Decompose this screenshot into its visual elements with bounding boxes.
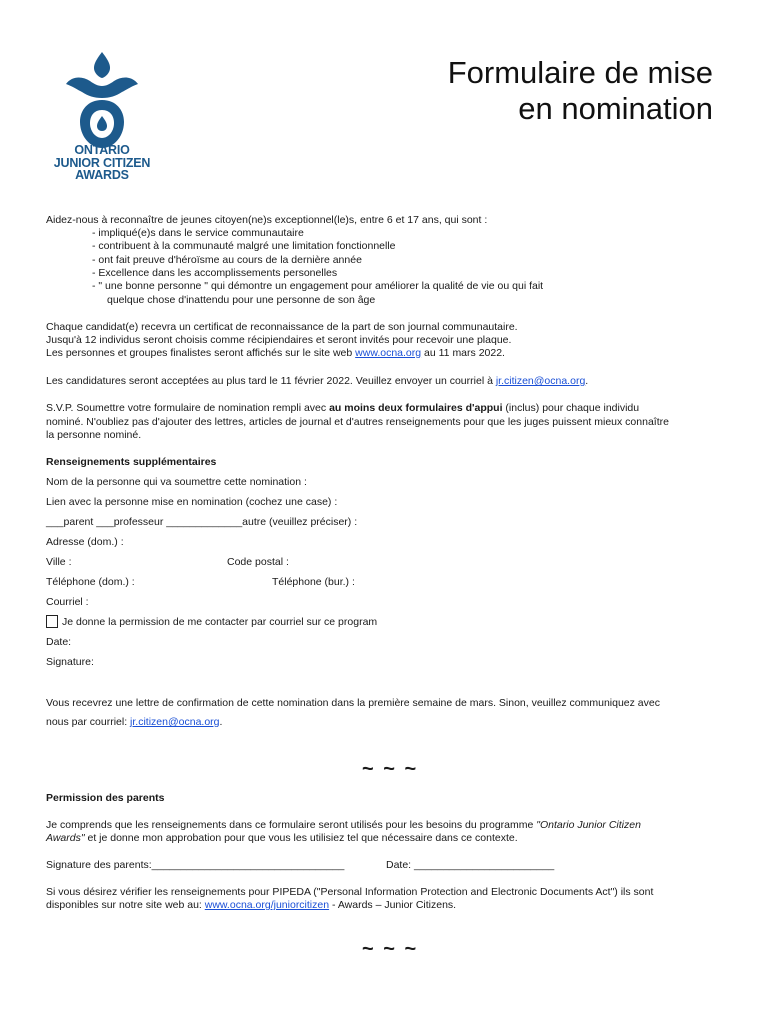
junior-citizen-website-link[interactable]: www.ocna.org/juniorcitizen bbox=[204, 899, 330, 911]
criteria-item-4: - Excellence dans les accomplissements personelles bbox=[92, 267, 338, 279]
confirmation-line-1: Vous recevrez une lettre de confirmation de cette nomination dans la première semaine de mars. Sinon, veuillez communiquez avec bbox=[46, 697, 660, 709]
svp-line-3: la personne nominé. bbox=[46, 429, 142, 441]
ocna-website-link[interactable]: www.ocna.org bbox=[355, 347, 422, 359]
confirmation-text: nous par courriel: bbox=[46, 716, 131, 728]
deadline-text: Les candidatures seront acceptées au plus tard le 11 février 2022. Veuillez envoyer un courriel à bbox=[46, 375, 496, 387]
intro-lead: Aidez-nous à reconnaître de jeunes citoyen(ne)s exceptionnel(le)s, entre 6 et 17 ans, qui sont : bbox=[46, 214, 488, 226]
date-field[interactable]: Date: bbox=[46, 636, 72, 648]
parents-text-post: et je donne mon approbation pour que vous les utilisiez tel que nécessaire dans ce contexte. bbox=[84, 832, 518, 844]
pipeda-text-post: - Awards – Junior Citizens. bbox=[329, 899, 457, 911]
logo-line-junior-citizen: JUNIOR CITIZEN bbox=[53, 155, 151, 170]
ojca-logo bbox=[46, 48, 158, 188]
parent-signature-field[interactable]: Signature des parents:_________________________________ bbox=[46, 859, 345, 871]
criteria-item-5: - " une bonne personne " qui démontre un engagement pour améliorer la qualité de vie ou qui fait bbox=[92, 280, 544, 292]
confirmation-period: . bbox=[219, 716, 223, 728]
relationship-label: Lien avec la personne mise en nomination (cochez une case) : bbox=[46, 496, 338, 508]
info-line-3-date: au 11 mars 2022. bbox=[421, 347, 505, 359]
svp-text-pre: S.V.P. Soumettre votre formulaire de nomination rempli avec bbox=[46, 402, 330, 414]
deadline-line bbox=[46, 375, 588, 389]
parents-text-pre: Je comprends que les renseignements dans ce formulaire seront utilisés pour les besoins du programme bbox=[46, 819, 537, 831]
info-line-2: Jusqu'à 12 individus seront choisis comme récipiendaires et seront invités pour recevoir une plaque. bbox=[46, 334, 512, 346]
svp-line-2: nominé. N'oubliez pas d'ajouter des lettres, articles de journal et d'autres renseignements pour que les juges puissent mieux connaître bbox=[46, 416, 669, 428]
email-field[interactable]: Courriel : bbox=[46, 596, 89, 608]
deadline-period: . bbox=[585, 375, 589, 387]
criteria-item-5-cont: quelque chose d'inattendu pour une personne de son âge bbox=[107, 294, 376, 306]
info-line-3 bbox=[46, 347, 505, 361]
svp-line-1 bbox=[46, 402, 639, 416]
permission-label: Je donne la permission de me contacter par courriel sur ce program bbox=[62, 616, 378, 628]
svp-text-bold: au moins deux formulaires d'appui bbox=[329, 402, 503, 414]
program-name-part-1: "Ontario Junior Citizen bbox=[536, 819, 641, 831]
page-title-line2: en nomination bbox=[518, 91, 713, 126]
criteria-item-1: - impliqué(e)s dans le service communautaire bbox=[92, 227, 304, 239]
ojca-logo-figure-icon bbox=[46, 48, 158, 156]
permission-checkbox[interactable] bbox=[46, 615, 58, 628]
phone-work-field[interactable]: Téléphone (bur.) : bbox=[272, 576, 355, 588]
pipeda-line-2 bbox=[46, 899, 456, 913]
pipeda-line-1: Si vous désirez vérifier les renseignements pour PIPEDA ("Personal Information Protection and Electronic Documents Act") ils sont bbox=[46, 886, 654, 898]
pipeda-text-pre: disponibles sur notre site web au: bbox=[46, 899, 205, 911]
info-line-1: Chaque candidat(e) recevra un certificat de reconnaissance de la part de son journal communautaire. bbox=[46, 321, 518, 333]
deadline-email-link[interactable]: jr.citizen@ocna.org bbox=[495, 375, 586, 387]
confirmation-email-link[interactable]: jr.citizen@ocna.org bbox=[130, 716, 220, 728]
postal-code-field[interactable]: Code postal : bbox=[227, 556, 289, 568]
page-title bbox=[313, 55, 713, 127]
confirmation-line-2 bbox=[46, 716, 222, 730]
signature-field[interactable]: Signature: bbox=[46, 656, 94, 668]
section-heading-additional-info: Renseignements supplémentaires bbox=[46, 456, 217, 468]
phone-home-field[interactable]: Téléphone (dom.) : bbox=[46, 576, 135, 588]
nominator-name-field[interactable]: Nom de la personne qui va soumettre cette nomination : bbox=[46, 476, 307, 488]
logo-line-awards: AWARDS bbox=[75, 168, 129, 182]
parents-line-2 bbox=[46, 832, 518, 846]
info-line-3-text: Les personnes et groupes finalistes seront affichés sur le site web bbox=[46, 347, 356, 359]
parents-line-1 bbox=[46, 819, 641, 833]
relationship-options-field[interactable]: ___parent ___professeur _____________autre (veuillez préciser) : bbox=[46, 516, 358, 528]
section-heading-parent-permission: Permission des parents bbox=[46, 792, 165, 804]
parent-date-field[interactable]: Date: ________________________ bbox=[386, 859, 555, 871]
logo-line-ontario: ONTARIO bbox=[74, 143, 130, 157]
program-name-part-2: Awards" bbox=[46, 832, 85, 844]
page-title-line1: Formulaire de mise bbox=[447, 55, 713, 90]
svp-text-post: (inclus) pour chaque individu bbox=[502, 402, 640, 414]
criteria-item-2: - contribuent à la communauté malgré une limitation fonctionnelle bbox=[92, 240, 396, 252]
separator-tilde-1: ~ ~ ~ bbox=[362, 758, 419, 780]
address-field[interactable]: Adresse (dom.) : bbox=[46, 536, 124, 548]
city-field[interactable]: Ville : bbox=[46, 556, 72, 568]
criteria-item-3: - ont fait preuve d'héroïsme au cours de la dernière année bbox=[92, 254, 362, 266]
separator-tilde-2: ~ ~ ~ bbox=[362, 938, 419, 960]
